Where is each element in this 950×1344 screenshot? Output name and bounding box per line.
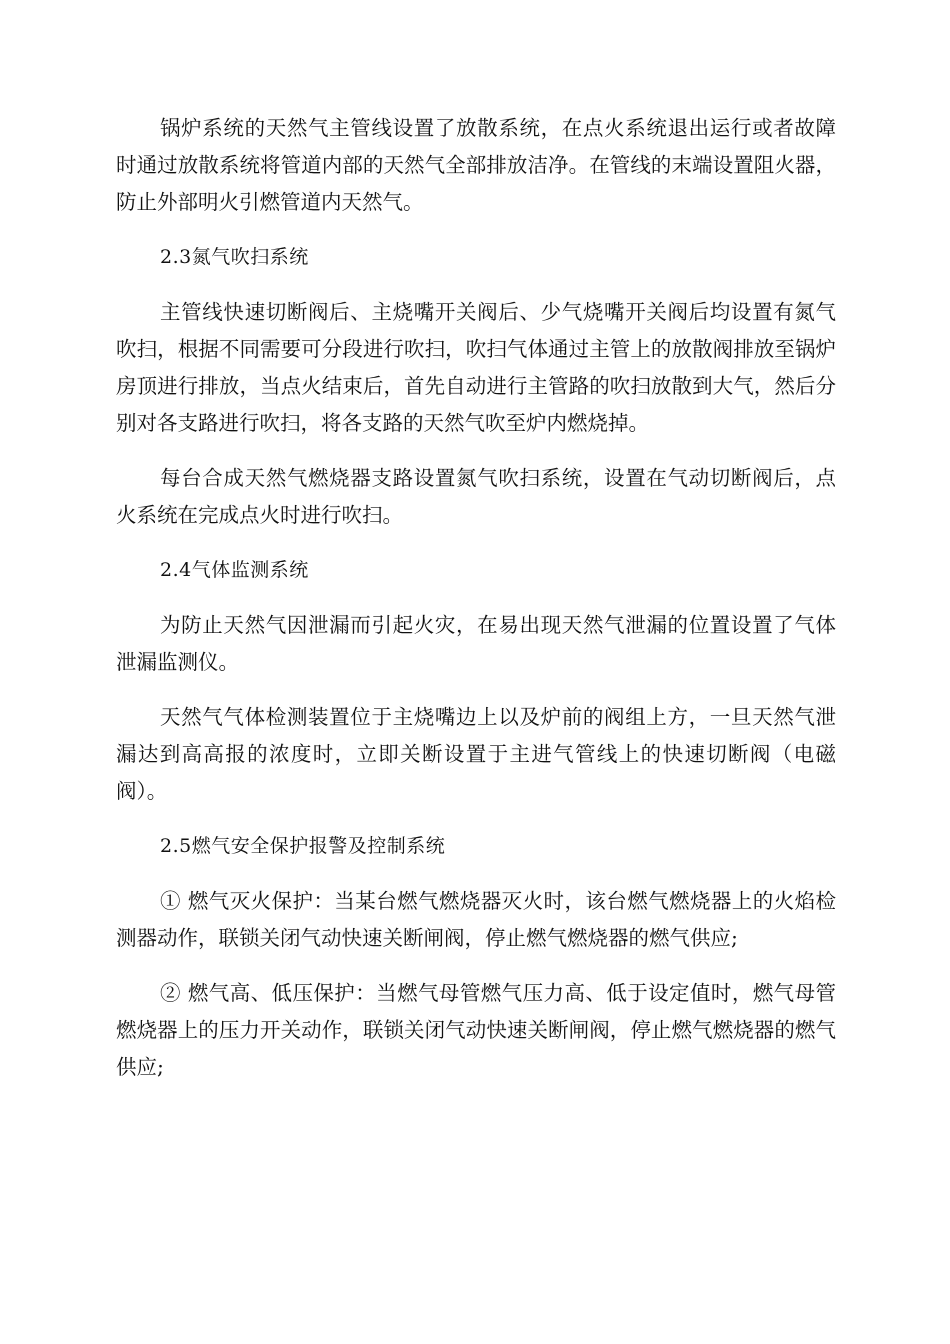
paragraph-vent-system: 锅炉系统的天然气主管线设置了放散系统，在点火系统退出运行或者故障时通过放散系统将管道内部的天然气全部排放洁净。在管线的末端设置阻火器，防止外部明火引燃管道内天然气。: [116, 116, 836, 214]
paragraph-flameout-protection: ① 燃气灭火保护：当某台燃气燃烧器灭火时，该台燃气燃烧器上的火焰检测器动作，联锁关闭气动快速关断闸阀，停止燃气燃烧器的燃气供应;: [116, 889, 836, 950]
paragraph-pressure-protection: ② 燃气高、低压保护：当燃气母管燃气压力高、低于设定值时，燃气母管燃烧器上的压力开关动作，联锁关闭气动快速关断闸阀，停止燃气燃烧器的燃气供应;: [116, 981, 836, 1079]
heading-2-5: 2.5燃气安全保护报警及控制系统: [160, 835, 446, 857]
paragraph-burner-branch-purge: 每台合成天然气燃烧器支路设置氮气吹扫系统，设置在气动切断阀后，点火系统在完成点火时进行吹扫。: [116, 466, 836, 527]
heading-2-4: 2.4气体监测系统: [160, 559, 309, 581]
paragraph-detector-location: 天然气气体检测装置位于主烧嘴边上以及炉前的阀组上方，一旦天然气泄漏达到高高报的浓度时，立即关断设置于主进气管线上的快速切断阀（电磁阀）。: [116, 705, 836, 803]
heading-2-3: 2.3氮气吹扫系统: [160, 246, 309, 268]
paragraph-nitrogen-purge: 主管线快速切断阀后、主烧嘴开关阀后、少气烧嘴开关阀后均设置有氮气吹扫，根据不同需要可分段进行吹扫，吹扫气体通过主管上的放散阀排放至锅炉房顶进行排放，当点火结束后，首先自动进行主管路的吹扫放散到大气，然后分别对各支路进行吹扫，将各支路的天然气吹至炉内燃烧掉。: [116, 300, 836, 435]
paragraph-leak-monitor: 为防止天然气因泄漏而引起火灾，在易出现天然气泄漏的位置设置了气体泄漏监测仪。: [116, 613, 836, 674]
document-body: [116, 110, 836, 1104]
